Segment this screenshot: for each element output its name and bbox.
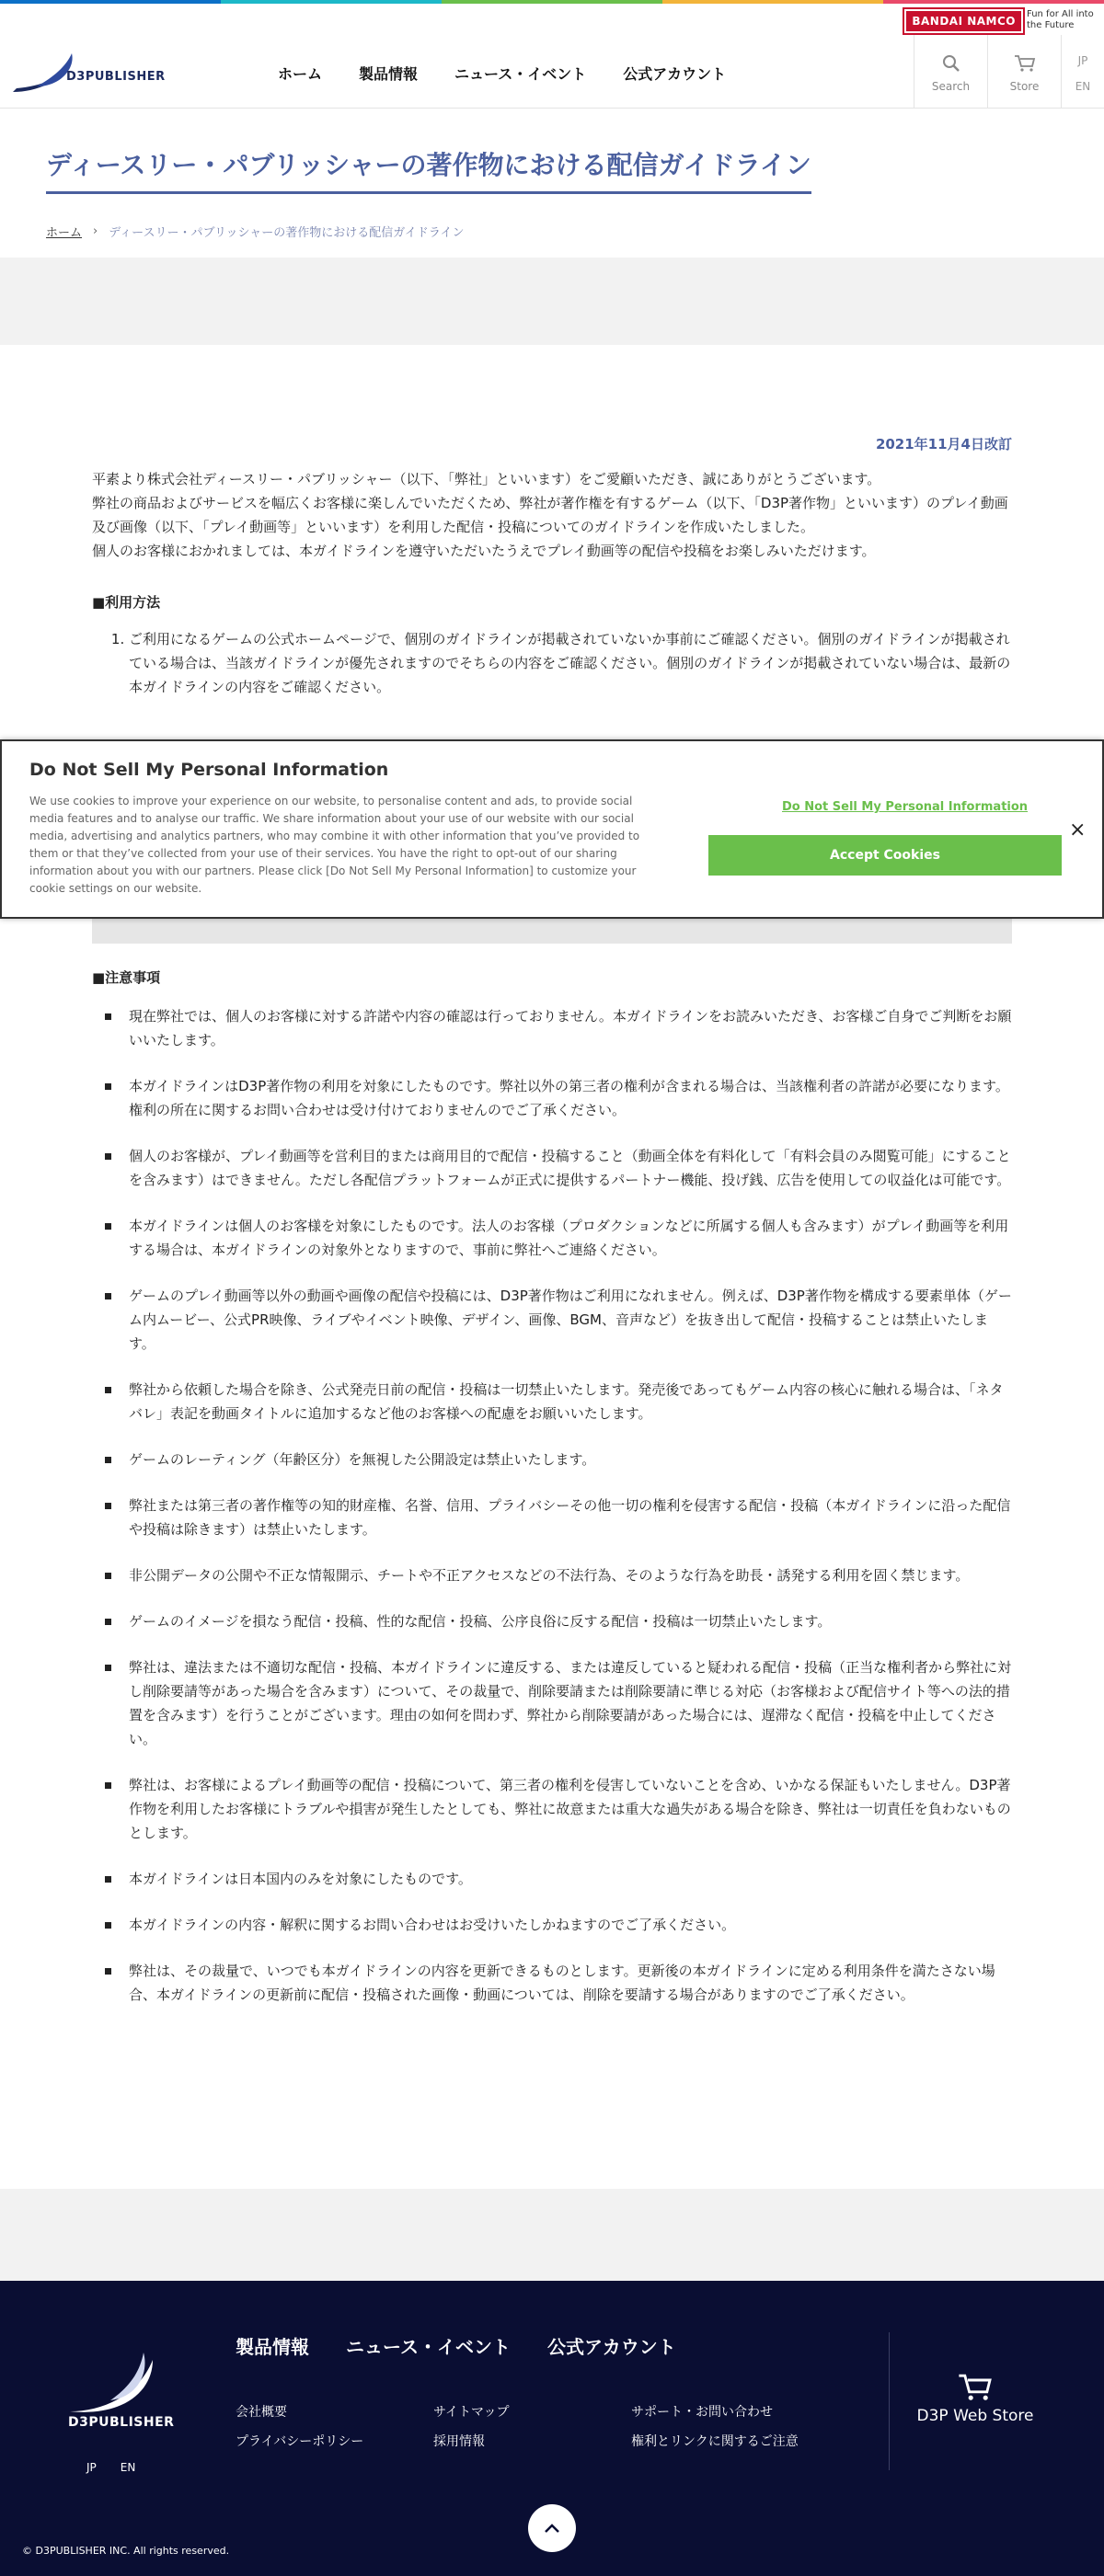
- footer-nav: [236, 2332, 676, 2359]
- main-content: [92, 432, 1012, 710]
- notes-heading: ■注意事項: [92, 969, 161, 986]
- footer-link-company[interactable]: 会社概要: [236, 2405, 287, 2420]
- footer-store-link[interactable]: [911, 2373, 1040, 2425]
- footer-lang-jp[interactable]: JP: [86, 2461, 97, 2474]
- breadcrumb-current: ディースリー・パブリッシャーの著作物における配信ガイドライン: [109, 226, 465, 240]
- footer-nav-products[interactable]: 製品情報: [236, 2336, 309, 2358]
- note-item: 個人のお客様が、プレイ動画等を営利目的または商用目的で配信・投稿すること（動画全体を有料化して「有料会員のみ閲覧可能」にすることを含みます）はできません。ただし各配信プラットフォームが正式に提供するパートナー機能、投げ銭、広告を使用しての収益化は可能です。: [92, 1144, 1012, 1192]
- copyright: © D3PUBLISHER INC. All rights reserved.: [22, 2545, 230, 2557]
- note-item: ゲームのイメージを損なう配信・投稿、性的な配信・投稿、公序良俗に反する配信・投稿は一切禁止いたします。: [92, 1609, 1012, 1633]
- intro-paragraph: 弊社の商品およびサービスを幅広くお客様に楽しんでいただくため、弊社が著作権を有するゲーム（以下、「D3P著作物」といいます）のプレイ動画及び画像（以下、「プレイ動画等」といいます）を利用した配信・投稿についてのガイドラインを作成いたしました。: [92, 495, 1008, 535]
- note-item: 弊社は、お客様によるプレイ動画等の配信・投稿について、第三者の権利を侵害していないことを含め、いかなる保証もいたしません。D3P著作物を利用したお客様にトラブルや損害が発生したとしても、弊社に故意または重大な過失がある場合を除き、弊社は一切責任を負わないものとします。: [92, 1773, 1012, 1845]
- note-item: 本ガイドラインは個人のお客様を対象にしたものです。法人のお客様（プロダクションなどに所属する個人も含みます）がプレイ動画等を利用する場合は、本ガイドラインの対象外となりますので、事前に弊社へご連絡ください。: [92, 1214, 1012, 1262]
- nav-official-accounts[interactable]: 公式アカウント: [623, 65, 727, 83]
- intro-paragraph: 平素より株式会社ディースリー・パブリッシャー（以下、「弊社」といいます）をご愛顧いただき、誠にありがとうございます。: [92, 471, 881, 487]
- nav-products[interactable]: 製品情報: [359, 65, 419, 83]
- footer-link-careers[interactable]: 採用情報: [433, 2434, 485, 2449]
- note-item: ゲームのレーティング（年齢区分）を無視した公開設定は禁止いたします。: [92, 1448, 1012, 1471]
- chevron-up-icon: [544, 2523, 560, 2534]
- footer-divider: [889, 2332, 890, 2470]
- footer-links: [236, 2402, 824, 2450]
- footer-nav-official-accounts[interactable]: 公式アカウント: [547, 2336, 676, 2358]
- bandainamco-tagline: Fun for All into the Future: [1027, 9, 1094, 30]
- cart-icon: [1014, 54, 1036, 73]
- footer-link-rights[interactable]: 権利とリンクに関するご注意: [631, 2434, 799, 2449]
- note-item: 本ガイドラインは日本国内のみを対象にしたものです。: [92, 1867, 1012, 1891]
- note-item: 弊社から依頼した場合を除き、公式発売日前の配信・投稿は一切禁止いたします。発売後であってもゲーム内容の核心に触れる場合は、「ネタバレ」表記を動画タイトルに追加するなど他のお客様への配慮をお願いいたします。: [92, 1378, 1012, 1425]
- chevron-right-icon: ›: [93, 224, 98, 238]
- store-label: Store: [1009, 80, 1040, 93]
- page-title-area: [0, 109, 1104, 258]
- cookie-title: Do Not Sell My Personal Information: [29, 760, 389, 780]
- d3p-logo-text: D3PUBLISHER: [66, 70, 166, 84]
- note-item: ゲームのプレイ動画等以外の動画や画像の配信や投稿には、D3P著作物はご利用になれません。例えば、D3P著作物を構成する要素単体（ゲーム内ムービー、公式PR映像、ライブやイベント映像、デザイン、画像、BGM、音声など）を抜き出して配信・投稿することは禁止いたします。: [92, 1284, 1012, 1356]
- header-tools: [914, 35, 1104, 112]
- page-title: ディースリー・パブリッシャーの著作物における配信ガイドライン: [46, 145, 811, 194]
- store-button[interactable]: [988, 35, 1062, 112]
- usage-list: [92, 627, 1012, 699]
- cookie-text: We use cookies to improve your experience on our website, to personalise content and ads, to provide social media features and to analyse our traffic. We share information about your use of our website with our social media, advertising and analytics partners, who may combine it with other information that you’ve provided to them or that they’ve collected from your use of their services. You have the right to opt-out of our sharing information about you with our partners. Please click [Do Not Sell My Personal Information] to customize your cookie settings on our website.: [29, 795, 640, 895]
- nav-home[interactable]: ホーム: [278, 65, 323, 83]
- bandainamco-logo[interactable]: BANDAI NAMCO: [904, 9, 1023, 33]
- lang-en[interactable]: EN: [1075, 80, 1091, 93]
- intro-paragraph: 個人のお客様におかれましては、本ガイドラインを遵守いただいたうえでプレイ動画等の配信や投稿をお楽しみいただけます。: [92, 543, 876, 559]
- note-item: 本ガイドラインはD3P著作物の利用を対象にしたものです。弊社以外の第三者の権利が含まれる場合は、当該権利者の許諾が必要になります。権利の所在に関するお問い合わせは受け付けておりませんのでご了承ください。: [92, 1074, 1012, 1122]
- note-item: 本ガイドラインの内容・解釈に関するお問い合わせはお受けいたしかねますのでご了承ください。: [92, 1913, 1012, 1937]
- site-header: [0, 4, 1104, 109]
- note-item: 非公開データの公開や不正な情報開示、チートや不正アクセスなどの不法行為、そのような行為を助長・誘発する利用を固く禁じます。: [92, 1563, 1012, 1587]
- note-item: 現在弊社では、個人のお客様に対する許諾や内容の確認は行っておりません。本ガイドラインをお読みいただき、お客様ご自身でご判断をお願いいたします。: [92, 1004, 1012, 1052]
- cookie-banner: [0, 739, 1104, 919]
- search-icon: [942, 54, 960, 73]
- cart-icon: [957, 2373, 994, 2402]
- footer-link-support[interactable]: サポート・お問い合わせ: [631, 2405, 773, 2420]
- note-item: 弊社は、違法または不適切な配信・投稿、本ガイドラインに違反する、または違反していると疑われる配信・投稿（正当な権利者から弊社に対し削除要請等があった場合を含みます）について、その裁量で、削除要請または削除要請に準じる対応（お客様および配信サイト等への法的措置を含みます）を行うことがございます。理由の如何を問わず、弊社から削除要請があった場合には、遅滞なく配信・投稿を中止してください。: [92, 1655, 1012, 1751]
- grey-spacer: [0, 258, 1104, 345]
- search-button[interactable]: [914, 35, 988, 112]
- accept-cookies-button[interactable]: Accept Cookies: [708, 835, 1062, 876]
- close-icon[interactable]: ×: [1069, 819, 1087, 841]
- notes-list: [92, 1004, 1012, 2029]
- nav-news-events[interactable]: ニュース・イベント: [454, 65, 587, 83]
- grey-spacer-bottom: [0, 2189, 1104, 2281]
- language-switch: [1062, 35, 1104, 112]
- footer-lang-en[interactable]: EN: [120, 2461, 136, 2474]
- intro: [92, 467, 1012, 563]
- footer-logo-text: D3PUBLISHER: [68, 2415, 175, 2430]
- footer-link-privacy[interactable]: プライバシーポリシー: [236, 2434, 364, 2449]
- breadcrumb-home[interactable]: ホーム: [46, 226, 83, 240]
- revised-date: 2021年11月4日改訂: [875, 436, 1012, 452]
- footer-language-switch: [86, 2461, 135, 2474]
- note-item: 弊社は、その裁量で、いつでも本ガイドラインの内容を更新できるものとします。更新後の本ガイドラインに定める利用条件を満たさない場合、本ガイドラインの更新前に配信・投稿された画像・動画については、削除を要請する場合がありますのでご了承ください。: [92, 1959, 1012, 2007]
- lang-jp[interactable]: JP: [1077, 54, 1088, 67]
- back-to-top-button[interactable]: [528, 2504, 576, 2552]
- usage-item: 1. ご利用になるゲームの公式ホームページで、個別のガイドラインが掲載されていないか事前にご確認ください。個別のガイドラインが掲載されている場合は、当該ガイドラインが優先されますのでそちらの内容をご確認ください。個別のガイドラインが掲載されていない場合は、最新の本ガイドラインの内容をご確認ください。: [129, 627, 1012, 699]
- do-not-sell-link[interactable]: Do Not Sell My Personal Information: [782, 800, 1029, 814]
- usage-heading: ■利用方法: [92, 594, 161, 611]
- breadcrumb: [46, 223, 464, 240]
- main-nav: [278, 63, 763, 84]
- search-label: Search: [931, 80, 971, 93]
- footer-link-sitemap[interactable]: サイトマップ: [433, 2405, 510, 2420]
- note-item: 弊社または第三者の著作権等の知的財産権、名誉、信用、プライバシーその他一切の権利を侵害する配信・投稿（本ガイドラインに沿った配信や投稿は除きます）は禁止いたします。: [92, 1494, 1012, 1541]
- footer-store-label: D3P Web Store: [916, 2407, 1034, 2425]
- footer-nav-news-events[interactable]: ニュース・イベント: [346, 2336, 511, 2358]
